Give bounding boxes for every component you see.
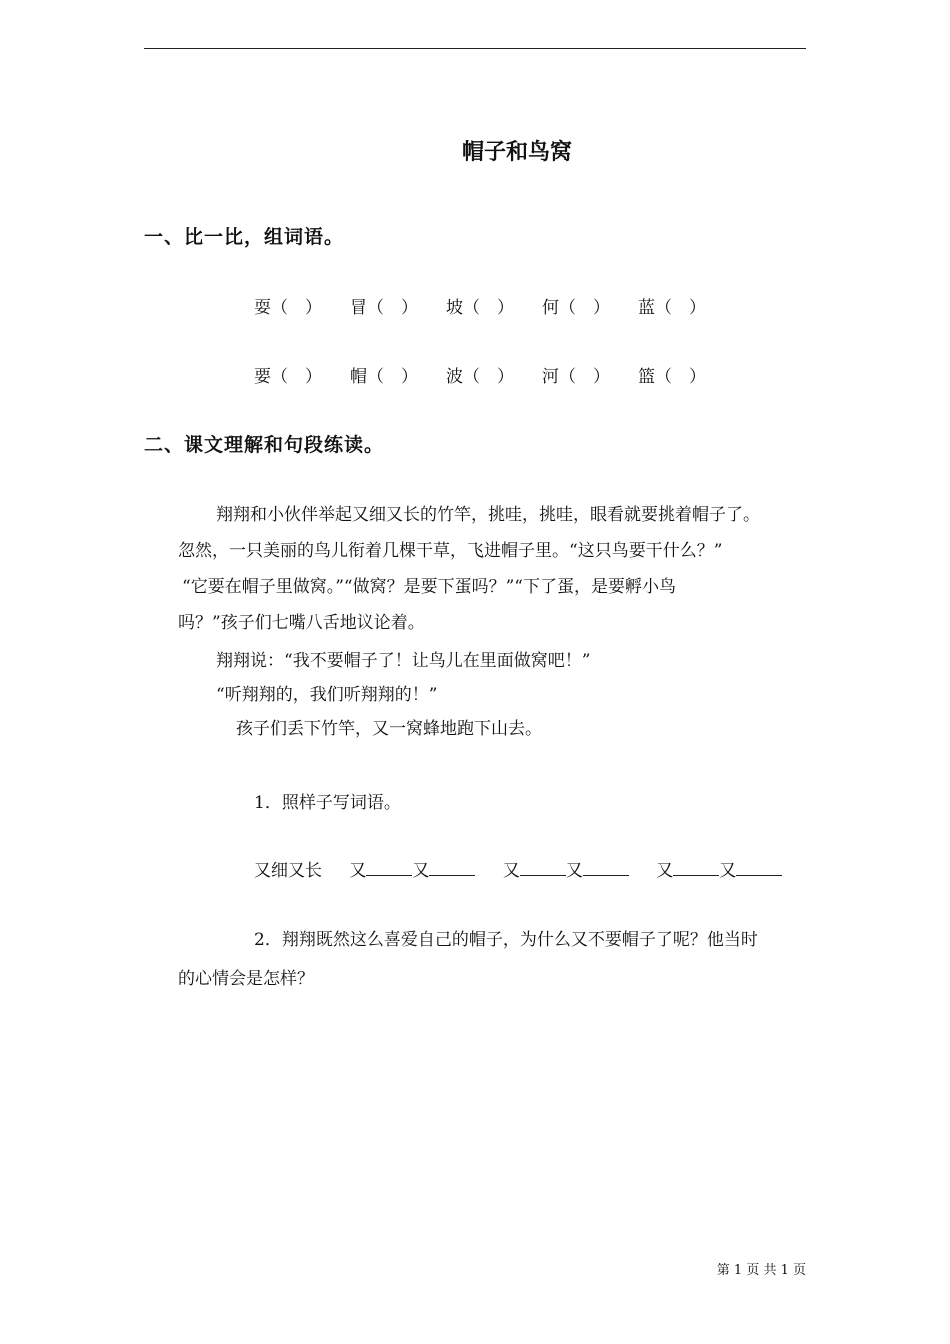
pattern-char: 又 [565, 861, 583, 881]
char-item: 帽（ ） [350, 367, 418, 387]
passage-line: 翔翔说：“我不要帽子了！让鸟儿在里面做窝吧！” [216, 651, 591, 671]
pattern-char: 又 [349, 861, 367, 881]
passage-line: “它要在帽子里做窝。”“做窝？是要下蛋吗？”“下了蛋，是要孵小鸟 [182, 577, 676, 597]
fill-blank[interactable] [520, 861, 566, 876]
passage-line: 孩子们丢下竹竿，又一窝蜂地跑下山去。 [236, 719, 542, 739]
pattern-blank-group [349, 861, 475, 881]
fill-blank[interactable] [583, 861, 629, 876]
passage-line: 吗？”孩子们七嘴八舌地议论着。 [178, 613, 425, 633]
page-title: 帽子和鸟窝 [461, 139, 572, 165]
question-2-line-2: 的心情会是怎样？ [178, 969, 314, 989]
section-1-heading: 一、比一比，组词语。 [144, 226, 345, 248]
char-item: 坡（ ） [446, 298, 514, 318]
char-item: 河（ ） [542, 367, 610, 387]
header-rule [144, 48, 806, 49]
passage-line: 忽然，一只美丽的鸟儿衔着几棵干草，飞进帽子里。“这只鸟要干什么？” [178, 541, 723, 561]
pattern-blank-group [503, 861, 629, 881]
char-item: 耍（ ） [254, 298, 322, 318]
pattern-char: 又 [412, 861, 430, 881]
char-item: 何（ ） [542, 298, 610, 318]
pattern-char: 又 [719, 861, 737, 881]
char-item: 篮（ ） [638, 367, 706, 387]
passage-line: “听翔翔的，我们听翔翔的！” [216, 685, 438, 705]
pattern-blank-group [656, 861, 782, 881]
passage-line: 翔翔和小伙伴举起又细又长的竹竿，挑哇，挑哇，眼看就要挑着帽子了。 [216, 505, 760, 525]
char-item: 波（ ） [446, 367, 514, 387]
fill-blank[interactable] [673, 861, 719, 876]
pattern-example: 又细又长 [254, 861, 322, 881]
pattern-char: 又 [656, 861, 674, 881]
fill-blank[interactable] [429, 861, 475, 876]
char-item: 冒（ ） [350, 298, 418, 318]
question-2-line-1: 2．翔翔既然这么喜爱自己的帽子，为什么又不要帽子了呢？他当时 [254, 930, 758, 950]
word-pattern-row [254, 856, 804, 881]
question-1: 1．照样子写词语。 [254, 793, 401, 813]
char-item: 要（ ） [254, 367, 322, 387]
section-2-heading: 二、课文理解和句段练读。 [144, 434, 385, 456]
pattern-char: 又 [502, 861, 520, 881]
char-item: 蓝（ ） [638, 298, 706, 318]
fill-blank[interactable] [366, 861, 412, 876]
page-footer: 第 1 页 共 1 页 [716, 1263, 806, 1278]
fill-blank[interactable] [736, 861, 782, 876]
